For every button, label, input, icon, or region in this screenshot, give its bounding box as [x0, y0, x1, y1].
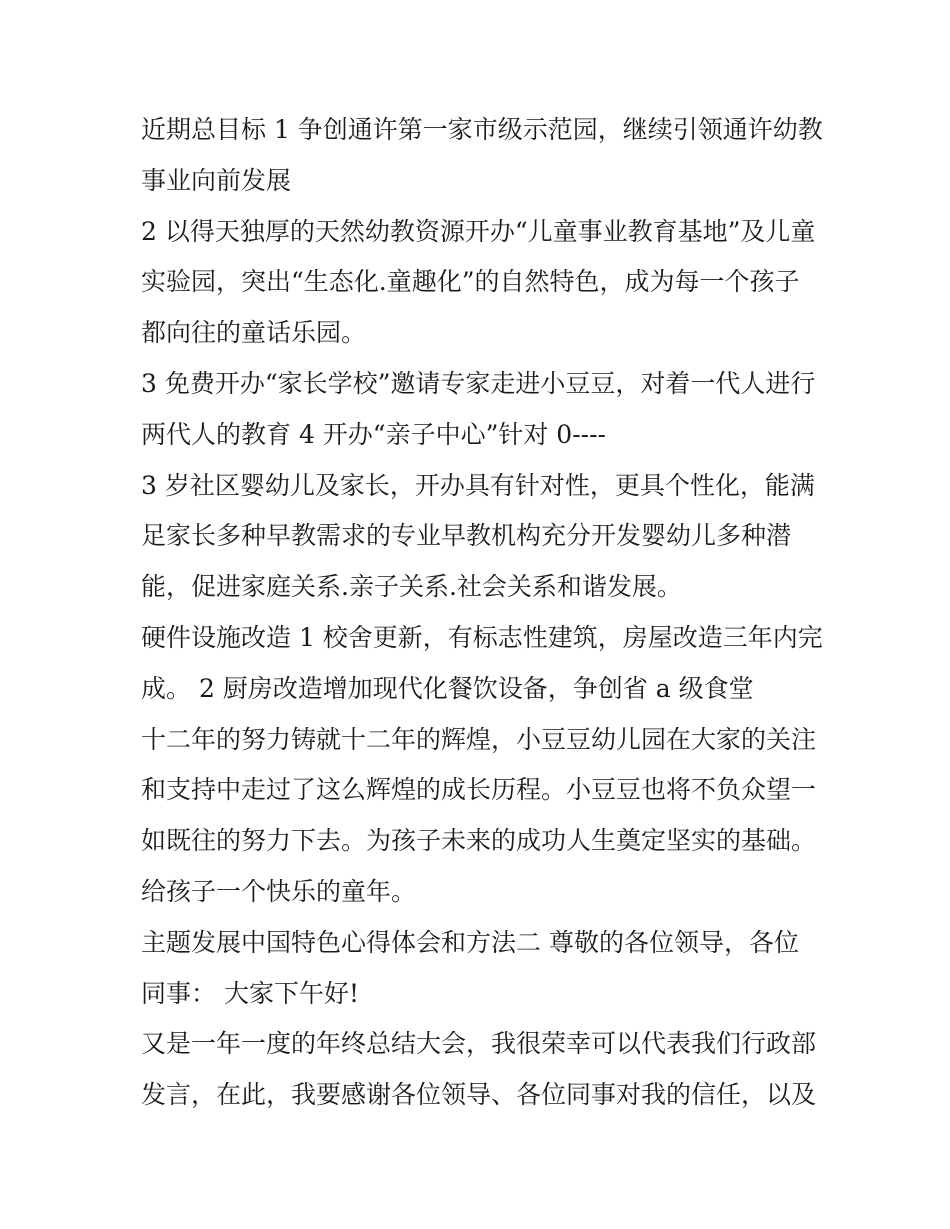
text-line-16: 给孩子一个快乐的童年。 — [141, 876, 417, 906]
text-line-13: 十二年的努力铸就十二年的辉煌，小豆豆幼儿园在大家的关注 — [141, 724, 817, 754]
text-line-8: 3 岁社区婴幼儿及家长，开办具有针对性，更具个性化，能满 — [141, 470, 815, 500]
text-line-7: 两代人的教育 4 开办“亲子中心”针对 0---- — [141, 419, 607, 449]
text-line-11: 硬件设施改造 1 校舍更新，有标志性建筑，房屋改造三年内完 — [141, 622, 823, 652]
text-line-18: 同事： 大家下午好! — [141, 978, 359, 1008]
text-line-5: 都向往的童话乐园。 — [141, 318, 367, 348]
document-body — [141, 105, 831, 1121]
text-line-20: 发言，在此，我要感谢各位领导、各位同事对我的信任，以及 — [141, 1080, 817, 1110]
text-line-6: 3 免费开办“家长学校”邀请专家走进小豆豆，对着一代人进行 — [141, 368, 816, 398]
text-line-4: 实验园，突出“生态化.童趣化”的自然特色，成为每一个孩子 — [141, 267, 800, 297]
text-line-17: 主题发展中国特色心得体会和方法二 尊敬的各位领导，各位 — [141, 927, 799, 957]
text-line-14: 和支持中走过了这么辉煌的成长历程。小豆豆也将不负众望一 — [141, 775, 817, 805]
text-line-15: 如既往的努力下去。为孩子未来的成功人生奠定坚实的基础。 — [141, 826, 817, 856]
text-line-19: 又是一年一度的年终总结大会，我很荣幸可以代表我们行政部 — [141, 1029, 817, 1059]
text-line-1: 近期总目标 1 争创通许第一家市级示范园，继续引领通许幼教 — [141, 115, 823, 144]
text-line-12: 成。 2 厨房改造增加现代化餐饮设备，争创省 a 级食堂 — [141, 673, 754, 703]
text-line-9: 足家长多种早教需求的专业早教机构充分开发婴幼儿多种潜 — [141, 521, 792, 551]
text-line-10: 能，促进家庭关系.亲子关系.社会关系和谐发展。 — [141, 572, 682, 602]
text-line-3: 2 以得天独厚的天然幼教资源开办“儿童事业教育基地”及儿童 — [141, 216, 816, 246]
text-line-2: 事业向前发展 — [141, 165, 292, 195]
